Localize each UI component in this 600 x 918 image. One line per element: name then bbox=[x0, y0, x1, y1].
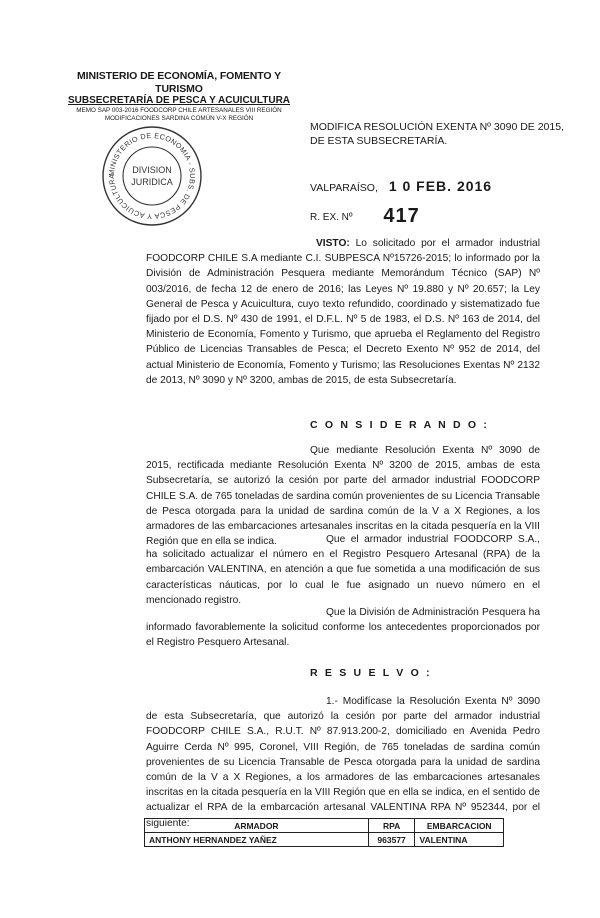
modification-reference: MODIFICACIONES SARDINA COMÚN V-X REGIÓN bbox=[104, 114, 254, 122]
table-row bbox=[145, 833, 504, 847]
resuelvo-paragraph-1 bbox=[146, 694, 540, 831]
visto-label: VISTO: bbox=[316, 238, 350, 249]
stamp-center-line1: DIVISION bbox=[132, 165, 172, 175]
resolution-reference: MODIFICA RESOLUCIÓN EXENTA Nº 3090 DE 2015, DE ESTA SUBSECRETARÍA. bbox=[310, 121, 564, 148]
rex-label: R. EX. Nº bbox=[310, 212, 353, 223]
division-juridica-stamp bbox=[100, 124, 204, 228]
considerando-paragraph-3 bbox=[146, 605, 540, 651]
considerando-heading: C O N S I D E R A N D O : bbox=[310, 419, 490, 431]
date-stamp: 1 0 FEB. 2016 bbox=[388, 178, 493, 194]
subsecretaria-name: SUBSECRETARÍA DE PESCA Y ACUICULTURA bbox=[67, 95, 291, 107]
armador-table bbox=[144, 818, 504, 847]
visto-paragraph bbox=[146, 236, 540, 388]
date-label: VALPARAÍSO, bbox=[310, 182, 378, 194]
considerando-text-3: Que la División de Administración Pesquera ha informado favorablemente la solicitud conforme los antecedentes proporcionados por el Registro Pesquero Artesanal. bbox=[146, 607, 540, 649]
date-line bbox=[310, 178, 492, 194]
table-header-row bbox=[145, 819, 504, 833]
considerando-text-1: Que mediante Resolución Exenta Nº 3090 de 2015, rectificada mediante Resolución Exenta Nº 3200 de 2015, ambas de esta Subsecretaría, se autorizó la cesión por parte del armador industrial FOODCORP CHILE S.A. de 765 toneladas de sardina común provenientes de su Licencia Transable de Pesca otorgada para la unidad de sardina común de la V a X Regiones, a los armadores de las embarcaciones artesanales inscritas en la citada pesquería en la VIII Región que en ella se indica. bbox=[146, 445, 540, 548]
resuelvo-text-1: 1.- Modifícase la Resolución Exenta Nº 3090 de esta Subsecretaría, que autorizó la cesión por parte del armador industrial FOODCORP CHILE S.A., R.U.T. Nº 87.913.200-2, domiciliado en Avenida Pedro Aguirre Cerda Nº 995, Coronel, VIII Región, de 765 toneladas de sardina común provenientes de su Licencia Transable de Pesca otorgada para la unidad de sardina común de la V a X Regiones, a los armadores de las embarcaciones artesanales inscritas en la citada pesquería en la VIII Región que en ella se indica, en el sentido de actualizar el RPA de la embarcación artesanal VALENTINA RPA Nº 952344, por el siguiente: bbox=[146, 696, 540, 829]
resolution-number bbox=[310, 203, 420, 226]
cell-embarcacion: VALENTINA bbox=[415, 833, 504, 847]
stamp-ring-text: MINISTERIO DE ECONOMIA - SUBS. DE PESCA Y ACUICULTURA bbox=[106, 130, 198, 222]
resuelvo-heading: R E S U E L V O : bbox=[310, 667, 432, 679]
column-header-embarcacion: EMBARCACION bbox=[415, 819, 504, 833]
stamp-seal-icon bbox=[100, 124, 204, 228]
ministry-header bbox=[64, 70, 294, 122]
svg-text:MINISTERIO DE ECONOMIA - SUBS. bbox=[107, 131, 197, 221]
visto-text: Lo solicitado por el armador industrial FOODCORP CHILE S.A mediante C.I. SUBPESCA Nº15726-2015; lo informado por la División de Administración Pesquera mediante Memorándum Técnico (SAP) Nº 003/2016, de fecha 12 de enero de 2016; las Leyes Nº 19.880 y Nº 20.657; la Ley General de Pesca y Acuicultura, cuyo texto refundido, coordinado y sistematizado fue fijado por el D.S. Nº 430 de 1991, el D.F.L. Nº 5 de 1983, el D.S. Nº 163 de 2014, del Ministerio de Economía, Fomento y Turismo, que aprueba el Reglamento del Registro Público de Licencias Transables de Pesca; el Decreto Exento Nº 952 de 2014, del actual Ministerio de Economía, Fomento y Turismo; las Resoluciones Exentas Nº 2132 de 2013, Nº 3090 y Nº 3200, ambas de 2015, de esta Subsecretaría. bbox=[146, 238, 540, 386]
memo-reference: MEMO SAP 003-2016 FOODCORP CHILE ARTESANALES VIII REGIÓN bbox=[76, 107, 282, 115]
stamp-center-line2: JURIDICA bbox=[131, 177, 173, 187]
considerando-text-2: Que el armador industrial FOODCORP S.A., ha solicitado actualizar el número en el Registro Pesquero Artesanal (RPA) de la embarcación VALENTINA, en atención a que fue sometida a una modificación de sus características náuticas, por lo cual le fue asignado un nuevo número en el mencionado registro. bbox=[146, 534, 540, 606]
considerando-paragraph-2 bbox=[146, 532, 540, 608]
ministry-name: MINISTERIO DE ECONOMÍA, FOMENTO Y TURISMO bbox=[77, 70, 281, 95]
rex-number: 417 bbox=[383, 205, 420, 227]
column-header-armador: ARMADOR bbox=[145, 819, 369, 833]
column-header-rpa: RPA bbox=[368, 819, 415, 833]
cell-rpa: 963577 bbox=[368, 833, 415, 847]
cell-armador: ANTHONY HERNANDEZ YAÑEZ bbox=[145, 833, 369, 847]
